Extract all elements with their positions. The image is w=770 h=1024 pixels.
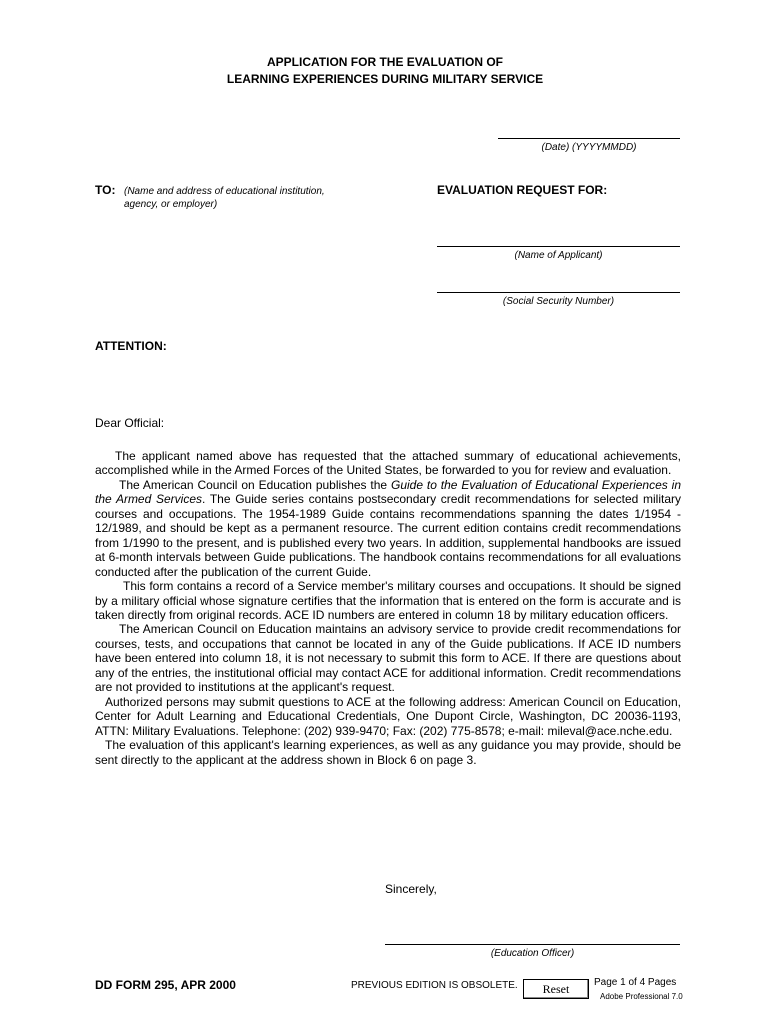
paragraph-4: The American Council on Education maintains an advisory service to provide credit recommendations for courses, tests, and occupations that cannot be located in any of the Guide publications. If ACE ID numbers have been entered into column 18, it is not necessary to submit this form to ACE. If there are questions about any of the entries, the institutional official may contact ACE for additional information. Credit recommendations are not provided to institutions at the applicant's request. <box>95 622 681 695</box>
education-officer-caption: (Education Officer) <box>490 948 575 959</box>
to-label: TO: <box>95 183 116 197</box>
applicant-name-field[interactable] <box>437 246 680 247</box>
paragraph-2-rest: . The Guide series contains postsecondary credit recommendations for selected military courses and occupations. The 1954-1989 Guide contains recommendations spanning the dates 1/1954 - 12/1989, and should be kept as a permanent resource. The current edition contains credit recommendations from 1/1990 to the present, and is published every two years. In addition, supplemental handbooks are issued at 6-month intervals between Guide publications. The handbook contains recommendations for all evaluations conducted after the publication of the current Guide. <box>95 492 681 579</box>
institution-address-field[interactable] <box>95 215 405 325</box>
form-title-line1: APPLICATION FOR THE EVALUATION OF <box>267 55 503 69</box>
evaluation-request-label: EVALUATION REQUEST FOR: <box>437 183 608 197</box>
form-id: DD FORM 295, APR 2000 <box>95 978 236 992</box>
to-hint-line2: agency, or employer) <box>124 199 218 210</box>
education-officer-field[interactable] <box>385 944 680 945</box>
paragraph-6: The evaluation of this applicant's learning experiences, as well as any guidance you may provide, should be sent directly to the applicant at the address shown in Block 6 on page 3. <box>95 738 681 767</box>
applicant-name-caption: (Name of Applicant) <box>514 250 603 261</box>
attention-field[interactable] <box>180 336 680 354</box>
date-caption: (Date) (YYYYMMDD) <box>541 142 637 153</box>
paragraph-5: Authorized persons may submit questions to ACE at the following address: American Council on Education, Center for Adult Learning and Educational Credentials, One Dupont Circle, Washington, DC 20036-1193, ATTN: Military Evaluations. Telephone: (202) 939-9470; Fax: (202) 775-8578; e-mail: mileval@ace.nche.edu. <box>95 694 681 738</box>
software-version: Adobe Professional 7.0 <box>600 992 683 1001</box>
date-field[interactable] <box>498 138 680 139</box>
page-info: Page 1 of 4 Pages <box>594 977 677 988</box>
ssn-field[interactable] <box>437 292 680 293</box>
guide-title: Guide to the Evaluation of Educational Experiences in the Armed Services <box>95 477 681 507</box>
paragraph-3: This form contains a record of a Service member's military courses and occupations. It should be signed by a military official whose signature certifies that the information that is entered on the form is accurate and is taken directly from original records. ACE ID numbers are entered in column 18 by military education officers. <box>95 579 681 622</box>
to-hint-line1: (Name and address of educational institution, <box>124 186 325 197</box>
reset-button[interactable]: Reset <box>523 979 589 999</box>
paragraph-1: The applicant named above has requested that the attached summary of educational achievements, accomplished while in the Armed Forces of the United States, be forwarded to you for review and evaluation. <box>95 449 681 478</box>
letter-body <box>95 449 681 767</box>
paragraph-2 <box>95 478 681 579</box>
ssn-caption: (Social Security Number) <box>502 296 615 307</box>
closing: Sincerely, <box>385 882 437 896</box>
salutation: Dear Official: <box>95 416 165 430</box>
form-title-line2: LEARNING EXPERIENCES DURING MILITARY SERVICE <box>226 72 544 86</box>
previous-edition-notice: PREVIOUS EDITION IS OBSOLETE. <box>351 980 518 991</box>
attention-label: ATTENTION: <box>95 339 167 353</box>
paragraph-2-intro: The American Council on Education publishes the <box>119 477 391 492</box>
